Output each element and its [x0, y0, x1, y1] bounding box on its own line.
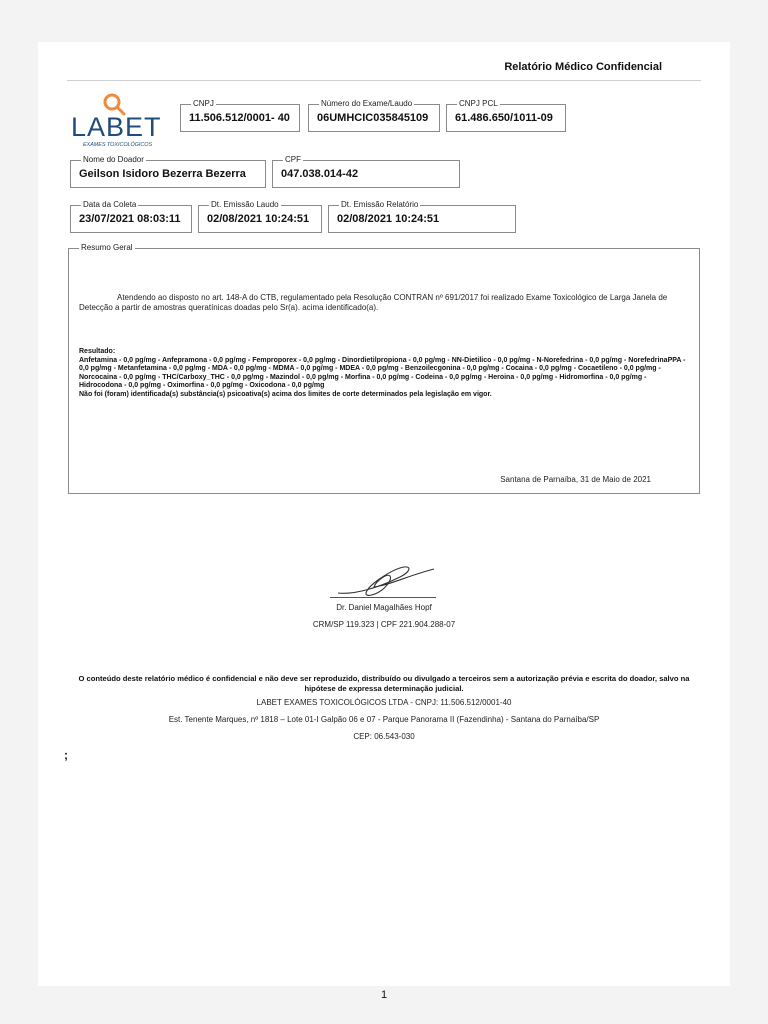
- donor-name-field: [70, 155, 266, 188]
- cep-line: CEP: 06.543-030: [353, 732, 415, 741]
- collection-date-value: 23/07/2021 08:03:11: [79, 213, 181, 225]
- cnpj-pcl-field: [446, 99, 566, 132]
- relatorio-issue-date-field: [328, 200, 516, 233]
- result-block: [79, 348, 689, 400]
- cnpj-label: CNPJ: [193, 99, 214, 108]
- exam-number-label: Número do Exame/Laudo: [321, 99, 413, 108]
- header-divider: [67, 80, 701, 81]
- exam-number-value: 06UMHCIC035845109: [317, 112, 429, 124]
- place-date: Santana de Parnaíba, 31 de Maio de 2021: [500, 475, 651, 484]
- cnpj-field: [180, 99, 300, 132]
- page-number: 1: [380, 989, 388, 1001]
- cnpj-pcl-label: CNPJ PCL: [459, 99, 498, 108]
- signature-line: [330, 597, 436, 598]
- relatorio-issue-date-label: Dt. Emissão Relatório: [341, 200, 419, 209]
- exam-number-field: [308, 99, 440, 132]
- doctor-name: Dr. Daniel Magalhães Hopf: [336, 603, 432, 612]
- cnpj-pcl-value: 61.486.650/1011-09: [455, 112, 553, 124]
- summary-intro: Atendendo ao disposto no art. 148-A do CTB, regulamentado pela Resolução CONTRAN nº 691/2017 foi realizado Exame Toxicológico de Larga Janela de Detecção a partir de amostras queratínicas doadas pelo Sr(a). acima identificado(a).: [79, 293, 668, 312]
- summary-label: Resumo Geral: [81, 243, 133, 252]
- doctor-crm: CRM/SP 119.323 | CPF 221.904.288-07: [312, 620, 456, 629]
- report-issue-date-value: 02/08/2021 10:24:51: [207, 213, 310, 225]
- collection-date-field: [70, 200, 192, 233]
- donor-name-value: Geilson Isidoro Bezerra Bezerra: [79, 168, 246, 180]
- collection-date-label: Data da Coleta: [83, 200, 137, 209]
- confidentiality-disclaimer: O conteúdo deste relatório médico é confidencial e não deve ser reproduzido, distribuído ou divulgado a terceiros sem a autorização prévia e escrita do doador, salvo na hipótese de expressa determinação judicial.: [78, 674, 690, 693]
- result-title: Resultado:: [79, 348, 116, 355]
- cpf-value: 047.038.014-42: [281, 168, 359, 180]
- report-issue-date-label: Dt. Emissão Laudo: [211, 200, 279, 209]
- cpf-label: CPF: [285, 155, 301, 164]
- logo-brand-text: LABET: [71, 112, 160, 142]
- address-line: Est. Tenente Marques, nº 1818 – Lote 01-I Galpão 06 e 07 - Parque Panorama II (Fazendinha) - Santana do Parnaíba/SP: [168, 715, 600, 724]
- cnpj-value: 11.506.512/0001- 40: [189, 112, 290, 124]
- result-conclusion: Não foi (foram) identificada(s) substância(s) psicoativa(s) acima dos limites de corte determinados pela legislação em vigor.: [79, 390, 492, 398]
- donor-name-label: Nome do Doador: [83, 155, 144, 164]
- signature-image: [330, 563, 440, 599]
- stray-mark: ;: [64, 748, 68, 762]
- relatorio-issue-date-value: 02/08/2021 10:24:51: [337, 213, 440, 225]
- company-line: LABET EXAMES TOXICOLÓGICOS LTDA - CNPJ: 11.506.512/0001-40: [256, 698, 512, 707]
- report-issue-date-field: [198, 200, 322, 233]
- result-values: Anfetamina - 0,0 pg/mg - Anfepramona - 0,0 pg/mg - Femproporex - 0,0 pg/mg - Dinordietilpropiona - 0,0 pg/mg - NN-Dietilico - 0,0 pg/mg - N-Norefedrina - 0,0 pg/mg - NorefedrinaPPA - 0,0 pg/mg - Metanfetamina - 0,0 pg/mg - MDA - 0,0 pg/mg - MDMA - 0,0 pg/mg - MDEA - 0,0 pg/mg - Benzoilecgonina - 0,0 pg/mg - Cocaina - 0,0 pg/mg - Cocaetileno - 0,0 pg/mg - Norcocaina - 0,0 pg/mg - THC/Carboxy_THC - 0,0 pg/mg - Mazindol - 0,0 pg/mg - Morfina - 0,0 pg/mg - Codeina - 0,0 pg/mg - Heroina - 0,0 pg/mg - Hidromorfina - 0,0 pg/mg - Hidrocodona - 0,0 pg/mg - Oximorfina - 0,0 pg/mg - Oxicodona - 0,0 pg/mg: [79, 356, 686, 390]
- logo-subtitle-text: EXAMES TOXICOLÓGICOS: [83, 142, 153, 148]
- summary-box: [68, 243, 700, 494]
- report-title: Relatório Médico Confidencial: [504, 61, 662, 73]
- cpf-field: [272, 155, 460, 188]
- labet-logo: [70, 92, 160, 148]
